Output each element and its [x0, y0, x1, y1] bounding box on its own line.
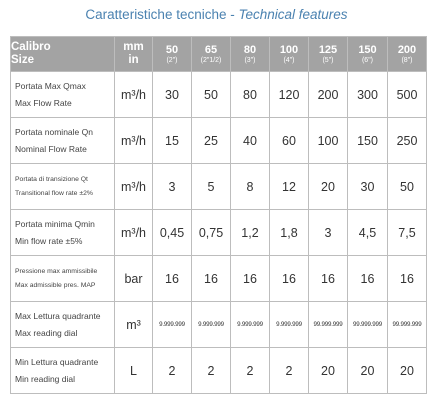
row-label: [11, 302, 115, 348]
header-in: in: [128, 54, 139, 66]
value-cell: 16: [270, 256, 309, 302]
row-portata-nominale: [11, 118, 427, 164]
value-cell: 50: [388, 164, 427, 210]
value-cell: 150: [348, 118, 388, 164]
size-in: (2"1/2): [200, 56, 222, 64]
value-cell: 100: [309, 118, 348, 164]
row-label: [11, 210, 115, 256]
header-size-125: [309, 37, 348, 72]
value-cell: 20: [309, 164, 348, 210]
header-calibro-size: [11, 37, 115, 72]
label-en: Min flow rate ±5%: [15, 235, 83, 246]
value-cell: 12: [270, 164, 309, 210]
row-unit: m³: [115, 302, 153, 348]
value-cell: 9.999.999: [231, 302, 270, 348]
size-mm: 50: [165, 43, 179, 56]
value-cell: 40: [231, 118, 270, 164]
value-cell: 16: [153, 256, 192, 302]
page-title: [0, 7, 433, 22]
value-cell: 20: [348, 348, 388, 394]
value-cell: 3: [153, 164, 192, 210]
size-in: (3"): [244, 56, 256, 64]
title-english: Technical features: [238, 7, 348, 22]
row-pressione-max: [11, 256, 427, 302]
value-cell: 15: [153, 118, 192, 164]
size-in: (5"): [322, 56, 334, 64]
technical-features-table: [10, 36, 427, 394]
value-cell: 7,5: [388, 210, 427, 256]
row-label: [11, 256, 115, 302]
row-unit: bar: [115, 256, 153, 302]
value-cell: 500: [388, 72, 427, 118]
label-en: Min reading dial: [15, 373, 76, 384]
header-size-80: [231, 37, 270, 72]
size-in: (2"): [166, 56, 178, 64]
value-cell: 20: [388, 348, 427, 394]
row-max-lettura: [11, 302, 427, 348]
value-cell: 1,2: [231, 210, 270, 256]
value-cell: 9.999.999: [270, 302, 309, 348]
label-en: Transitional flow rate ±2%: [15, 189, 93, 197]
header-row: [11, 37, 427, 72]
size-mm: 125: [318, 43, 338, 56]
header-size-100: [270, 37, 309, 72]
row-portata-minima: [11, 210, 427, 256]
row-min-lettura: [11, 348, 427, 394]
value-cell: 120: [270, 72, 309, 118]
header-size-50: [153, 37, 192, 72]
label-it: Min Lettura quadrante: [15, 356, 99, 367]
label-it: Pressione max ammissibile: [15, 267, 98, 275]
value-cell: 16: [192, 256, 231, 302]
value-cell: 16: [309, 256, 348, 302]
header-size-150: [348, 37, 388, 72]
value-cell: 1,8: [270, 210, 309, 256]
value-cell: 9.999.999: [192, 302, 231, 348]
value-cell: 0,45: [153, 210, 192, 256]
size-mm: 100: [279, 43, 299, 56]
value-cell: 99.999.999: [309, 302, 348, 348]
value-cell: 16: [348, 256, 388, 302]
size-in: (4"): [283, 56, 295, 64]
size-in: (8"): [401, 56, 413, 64]
label-en: Max reading dial: [15, 327, 78, 338]
value-cell: 0,75: [192, 210, 231, 256]
header-unit: [115, 37, 153, 72]
label-it: Portata nominale Qn: [15, 126, 93, 137]
title-italian: Caratteristiche tecniche -: [85, 7, 239, 22]
value-cell: 16: [388, 256, 427, 302]
label-en: Max admissible pres. MAP: [15, 281, 96, 289]
label-en: Nominal Flow Rate: [15, 143, 87, 154]
label-it: Max Lettura quadrante: [15, 310, 101, 321]
header-mm: mm: [123, 41, 144, 53]
size-mm: 150: [358, 43, 377, 56]
value-cell: 60: [270, 118, 309, 164]
row-label: [11, 348, 115, 394]
value-cell: 2: [270, 348, 309, 394]
row-unit: L: [115, 348, 153, 394]
label-it: Portata minima Qmin: [15, 218, 95, 229]
value-cell: 99.999.999: [348, 302, 388, 348]
value-cell: 99.999.999: [388, 302, 427, 348]
value-cell: 2: [153, 348, 192, 394]
row-unit: m³/h: [115, 210, 153, 256]
header-size-65: [192, 37, 231, 72]
row-label: [11, 118, 115, 164]
value-cell: 30: [348, 164, 388, 210]
value-cell: 200: [309, 72, 348, 118]
size-mm: 80: [243, 43, 257, 56]
value-cell: 50: [192, 72, 231, 118]
value-cell: 250: [388, 118, 427, 164]
header-size-200: [388, 37, 427, 72]
value-cell: 8: [231, 164, 270, 210]
row-portata-max: [11, 72, 427, 118]
value-cell: 30: [153, 72, 192, 118]
row-portata-transizione: [11, 164, 427, 210]
size-mm: 200: [397, 43, 417, 56]
header-calibro: Calibro: [11, 41, 51, 53]
value-cell: 16: [231, 256, 270, 302]
size-mm: 65: [204, 43, 218, 56]
value-cell: 2: [231, 348, 270, 394]
value-cell: 300: [348, 72, 388, 118]
size-in: (6"): [361, 56, 374, 64]
row-unit: m³/h: [115, 118, 153, 164]
value-cell: 20: [309, 348, 348, 394]
value-cell: 25: [192, 118, 231, 164]
label-en: Max Flow Rate: [15, 97, 72, 108]
row-unit: m³/h: [115, 164, 153, 210]
value-cell: 3: [309, 210, 348, 256]
row-unit: m³/h: [115, 72, 153, 118]
value-cell: 9.999.999: [153, 302, 192, 348]
value-cell: 5: [192, 164, 231, 210]
value-cell: 2: [192, 348, 231, 394]
label-it: Portata Max Qmax: [15, 80, 86, 91]
header-size: Size: [11, 54, 35, 66]
value-cell: 4,5: [348, 210, 388, 256]
row-label: [11, 164, 115, 210]
value-cell: 80: [231, 72, 270, 118]
label-it: Portata di transizione Qt: [15, 175, 88, 183]
row-label: [11, 72, 115, 118]
